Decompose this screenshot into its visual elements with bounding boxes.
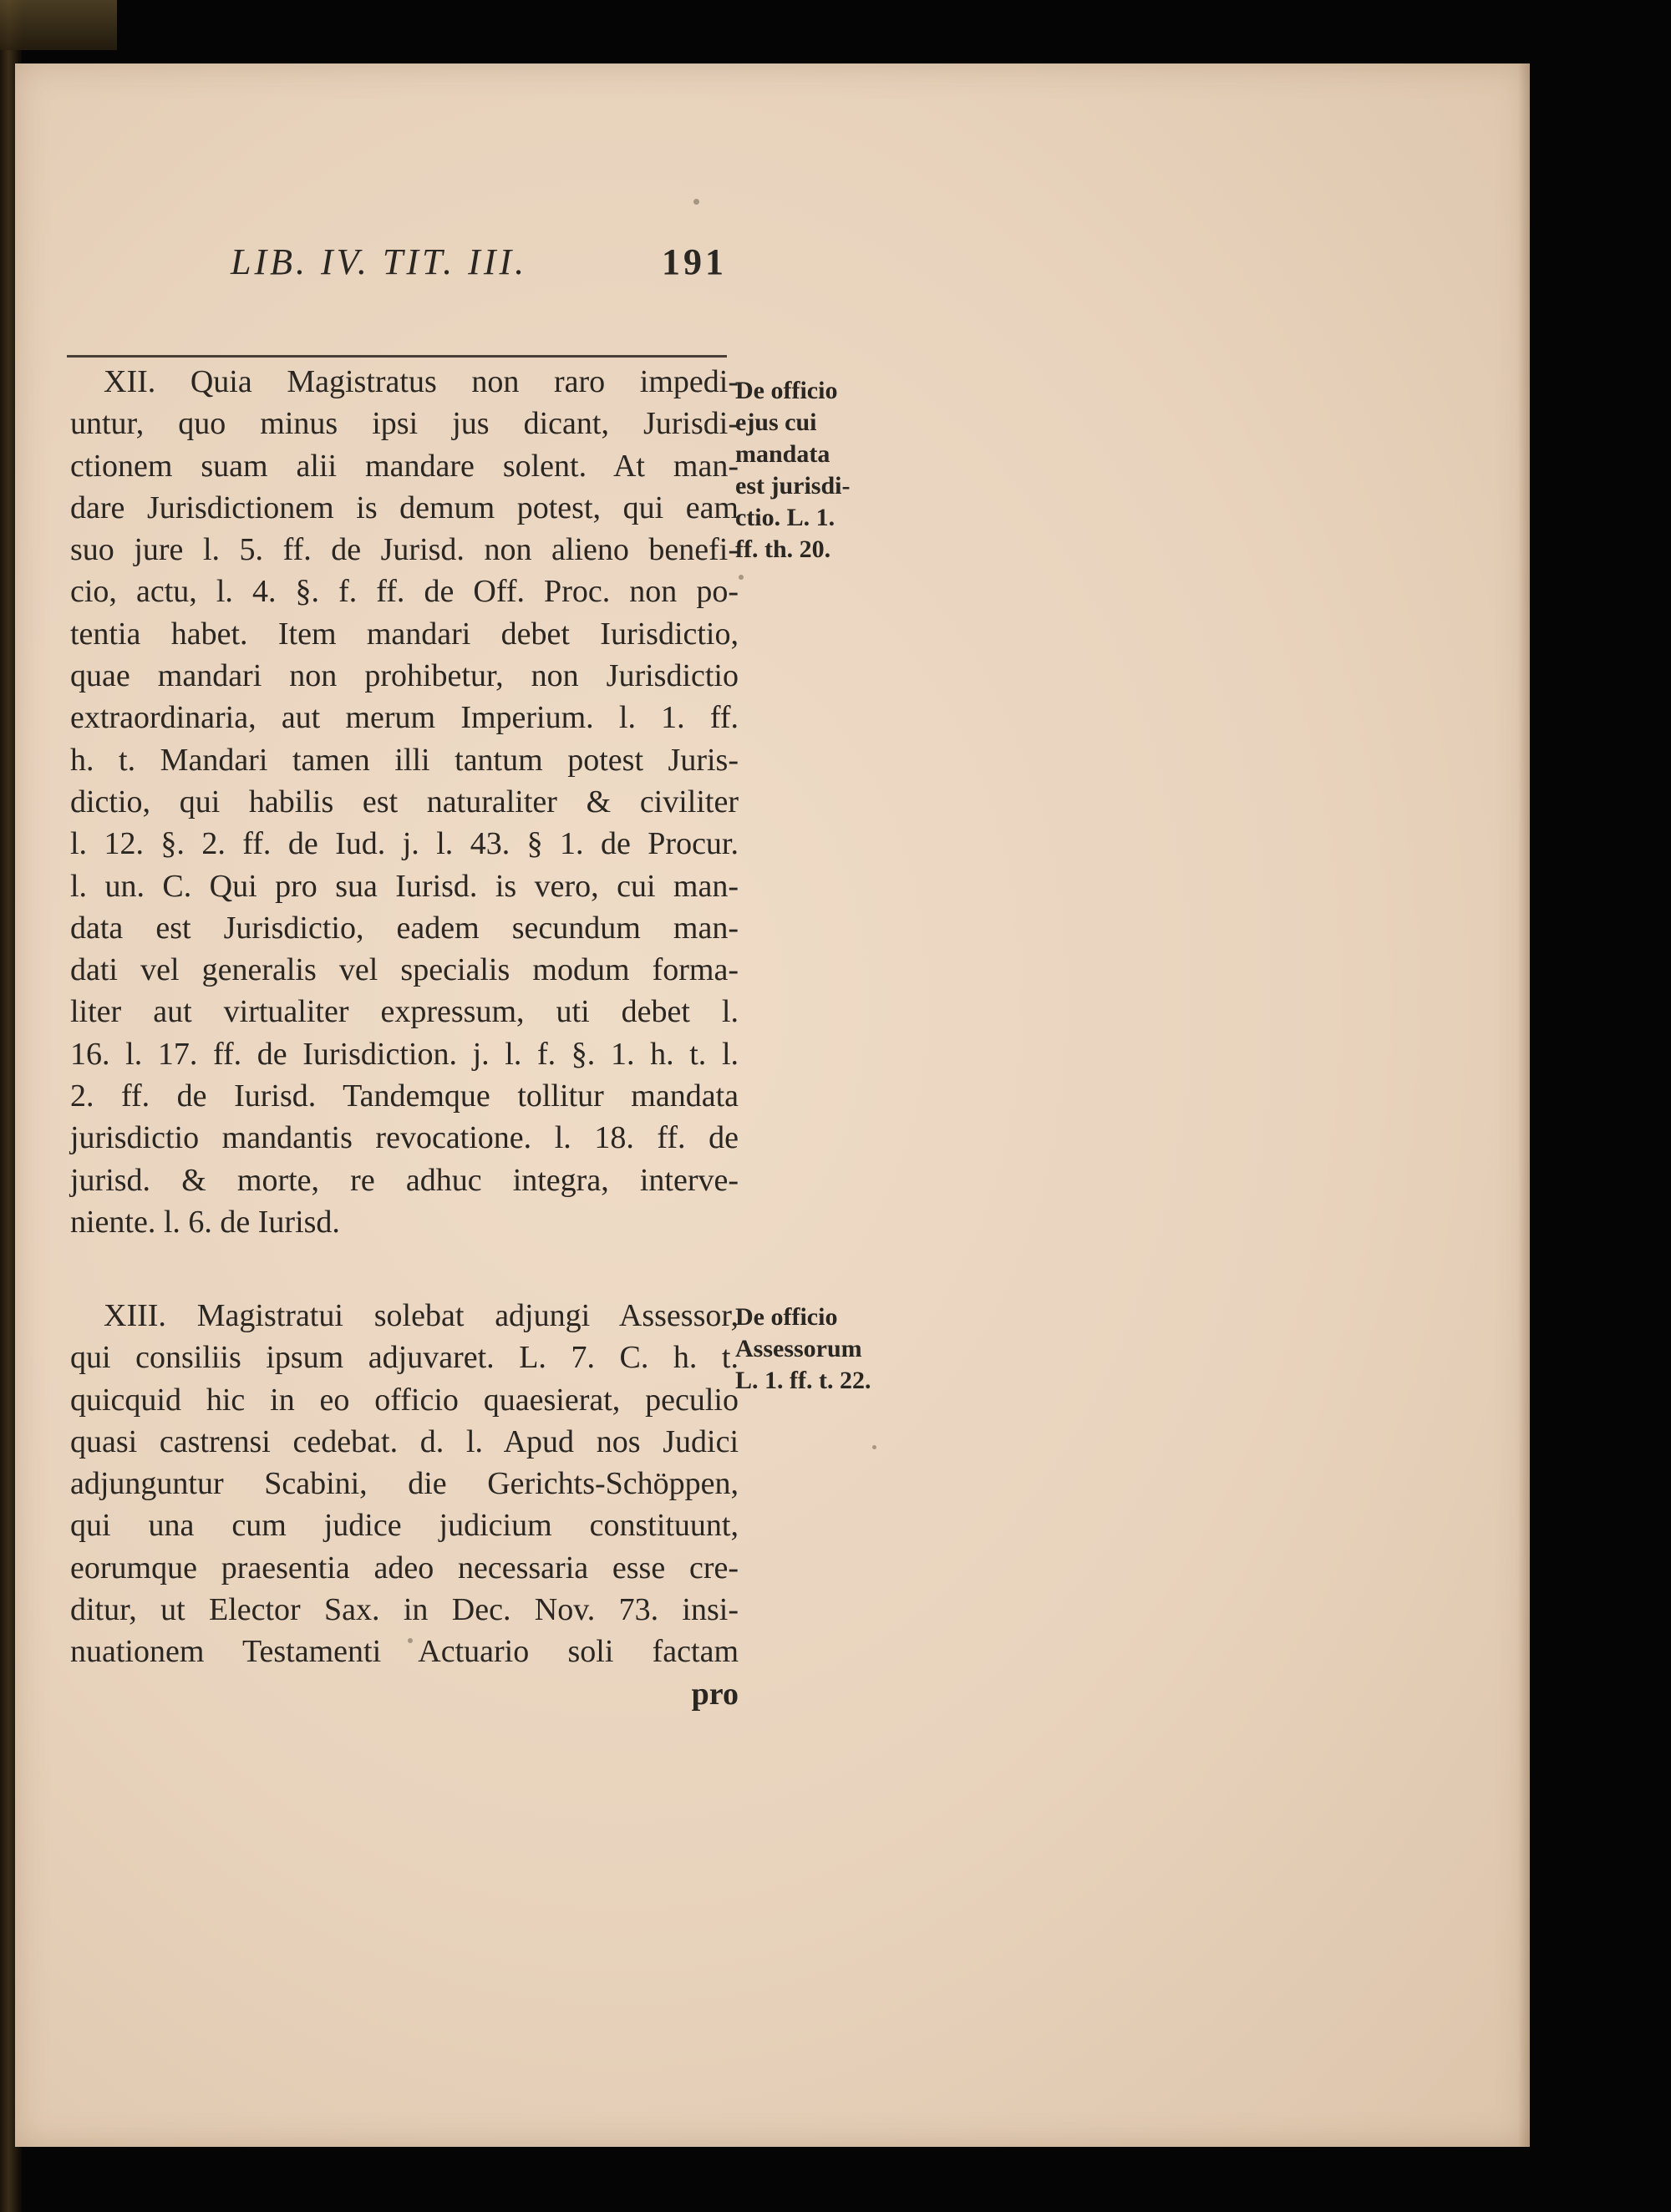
margin-note-line: ctio. L. 1. <box>735 504 836 531</box>
margin-note-line: ff. th. 20. <box>735 535 831 563</box>
text-line: dare Jurisdictionem is demum potest, qui eam <box>70 490 739 525</box>
margin-note-line: ejus cui <box>735 408 817 436</box>
text-line: l. 12. §. 2. ff. de Iud. j. l. 43. § 1. de Procur. <box>70 826 739 862</box>
book-page <box>15 63 1530 2147</box>
margin-note-xii <box>735 375 894 566</box>
running-head <box>231 241 749 291</box>
text-line: XII. Quia Magistratus non raro impedi- <box>104 364 739 399</box>
text-line: liter aut virtualiter expressum, uti debet l. <box>70 994 739 1030</box>
catchword: pro <box>691 1676 739 1712</box>
text-line: 2. ff. de Iurisd. Tandemque tollitur mandata <box>70 1078 739 1114</box>
running-head-title: LIB. IV. TIT. III. <box>231 241 528 282</box>
margin-note-line: mandata <box>735 440 830 468</box>
text-line: XIII. Magistratui solebat adjungi Assessor, <box>104 1298 739 1333</box>
header-rule <box>67 355 727 358</box>
text-line: tentia habet. Item mandari debet Iurisdictio, <box>70 616 739 652</box>
text-line: niente. l. 6. de Iurisd. <box>70 1204 340 1240</box>
margin-note-line: L. 1. ff. t. 22. <box>735 1367 871 1394</box>
margin-note-line: De officio <box>735 377 838 404</box>
text-line: quae mandari non prohibetur, non Jurisdictio <box>70 658 739 694</box>
book-corner <box>0 0 117 50</box>
text-line: adjunguntur Scabini, die Gerichts-Schöppen, <box>70 1466 739 1502</box>
page-number: 191 <box>662 241 727 282</box>
text-line: suo jure l. 5. ff. de Jurisd. non alieno benefi- <box>70 532 739 568</box>
text-line: qui consiliis ipsum adjuvaret. L. 7. C. h. t. <box>70 1340 739 1376</box>
text-line: eorumque praesentia adeo necessaria esse cre- <box>70 1550 739 1585</box>
text-line: quasi castrensi cedebat. d. l. Apud nos Judici <box>70 1423 739 1459</box>
margin-note-line: De officio <box>735 1303 838 1331</box>
text-line: nuationem Testamenti Actuario soli factam <box>70 1634 739 1670</box>
text-line: untur, quo minus ipsi jus dicant, Jurisdi- <box>70 406 739 442</box>
text-line: dictio, qui habilis est naturaliter & civiliter <box>70 784 739 819</box>
page-edge-shadow <box>1518 63 1530 2147</box>
text-line: l. un. C. Qui pro sua Iurisd. is vero, cui man- <box>70 868 739 904</box>
margin-note-line: Assessorum <box>735 1335 862 1362</box>
text-line: h. t. Mandari tamen illi tantum potest Juris- <box>70 742 739 778</box>
paper-speck <box>693 199 699 205</box>
text-line: data est Jurisdictio, eadem secundum man- <box>70 910 739 946</box>
text-line: jurisd. & morte, re adhuc integra, interve- <box>70 1162 739 1198</box>
text-line: extraordinaria, aut merum Imperium. l. 1. ff. <box>70 700 739 736</box>
text-line: ctionem suam alii mandare solent. At man- <box>70 448 739 484</box>
text-line: dati vel generalis vel specialis modum forma- <box>70 952 739 988</box>
paper-speck <box>872 1445 876 1449</box>
text-line: 16. l. 17. ff. de Iurisdiction. j. l. f. §. 1. h. t. l. <box>70 1036 739 1072</box>
text-line: jurisdictio mandantis revocatione. l. 18. ff. de <box>70 1120 739 1156</box>
margin-note-xiii <box>735 1301 894 1397</box>
paragraph-xiii <box>70 1295 739 1715</box>
paper-speck <box>739 575 744 580</box>
text-line: quicquid hic in eo officio quaesierat, peculio <box>70 1382 739 1418</box>
text-line: cio, actu, l. 4. §. f. ff. de Off. Proc. non po- <box>70 574 739 610</box>
text-line: qui una cum judice judicium constituunt, <box>70 1508 739 1544</box>
text-line: ditur, ut Elector Sax. in Dec. Nov. 73. insi- <box>70 1592 739 1628</box>
margin-note-line: est jurisdi- <box>735 472 851 500</box>
paragraph-xii <box>70 361 739 1243</box>
